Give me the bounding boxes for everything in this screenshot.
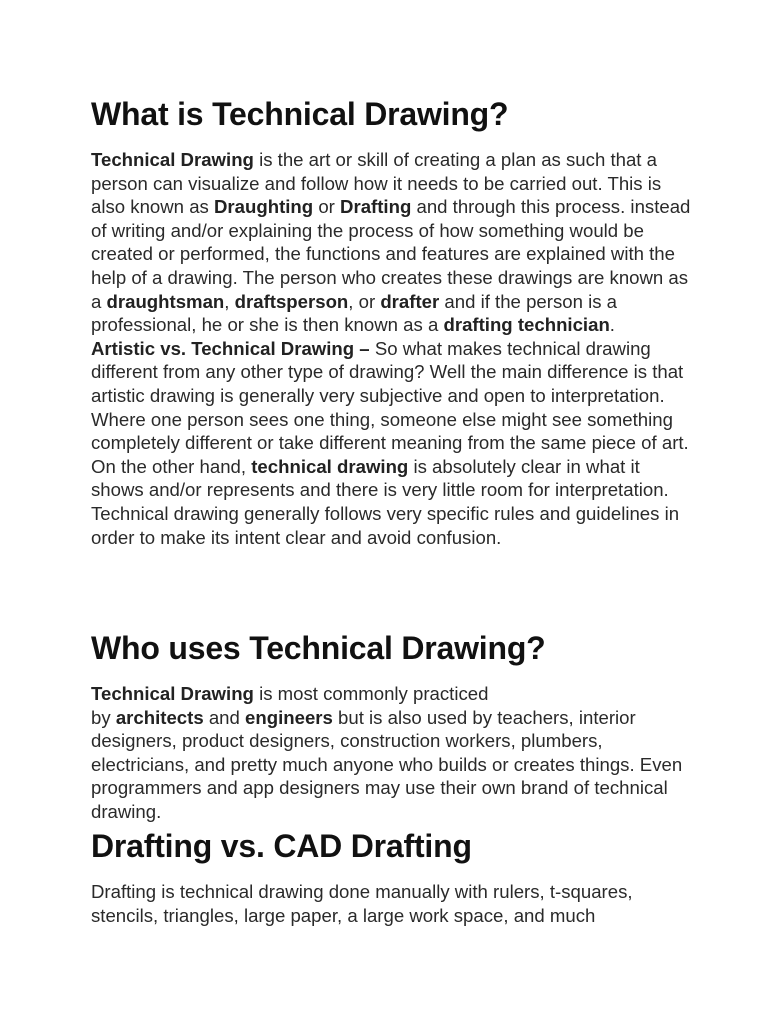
bold-term: Drafting — [340, 196, 412, 218]
body-text: but is also used by teachers, interior designers, product designers, construction workers, plumbers, electricians, and pretty much anyone who builds or creates things. Even programmers and app designers may use their own brand of technical drawing. — [91, 706, 683, 822]
body-text: , — [224, 290, 235, 312]
section-heading-who-uses-technical-drawing: Who uses Technical Drawing? — [91, 630, 546, 666]
bold-term: technical drawing — [251, 455, 409, 477]
section-paragraph-drafting-vs-cad-drafting — [91, 880, 691, 927]
bold-term: Technical Drawing — [91, 683, 254, 704]
bold-term: drafting technician — [443, 314, 610, 336]
body-text: or — [313, 196, 341, 218]
body-text: is absolutely clear in what it shows and/or represents and there is very little room for interpretation. Technical drawing generally follows very specific rules and guidelines in order to make its intent clear and avoid confusion. — [91, 455, 680, 548]
section-paragraph-what-is-technical-drawing — [91, 148, 691, 549]
bold-term: architects — [115, 706, 204, 728]
body-text: by — [91, 706, 116, 728]
bold-term: Artistic vs. Technical Drawing – — [91, 337, 370, 359]
section-heading-drafting-vs-cad-drafting: Drafting vs. CAD Drafting — [91, 828, 472, 864]
bold-term: Draughting — [214, 196, 314, 218]
body-text: and — [203, 706, 246, 728]
body-text: , or — [348, 290, 381, 312]
body-text: a — [91, 290, 107, 312]
body-text: and through this process. instead of writing and/or explaining the process of how something would be created or performed, the functions and features are explained with the help of a drawing. The person who creates these drawings are known as — [91, 196, 691, 288]
body-text: . — [609, 314, 615, 336]
body-text: So what makes technical drawing different from any other type of drawing? Well the main difference is that artistic drawing is generally very subjective and open to interpretation. Where one person sees one thing, someone else might see something completely different or take different meaning from the same piece of art. On the other hand, — [91, 337, 689, 477]
body-text: is most commonly practiced — [253, 683, 489, 704]
bold-term: engineers — [245, 706, 333, 728]
bold-term: draftsperson — [234, 290, 349, 312]
section-heading-what-is-technical-drawing: What is Technical Drawing? — [91, 96, 509, 132]
bold-term: draughtsman — [106, 290, 225, 312]
section-paragraph-who-uses-technical-drawing — [91, 682, 691, 824]
bold-term: drafter — [380, 290, 440, 312]
bold-term: Technical Drawing — [91, 149, 254, 170]
body-text: is the art or skill of creating a plan as such that a person can visualize and follow how it needs to be carried out. This is also known as — [91, 149, 662, 218]
body-text: and if the person is a professional, he or she is then known as a — [91, 290, 618, 336]
body-text: Drafting is technical drawing done manually with rulers, t-squares, stencils, triangles, large paper, a large work space, and much — [91, 881, 633, 926]
